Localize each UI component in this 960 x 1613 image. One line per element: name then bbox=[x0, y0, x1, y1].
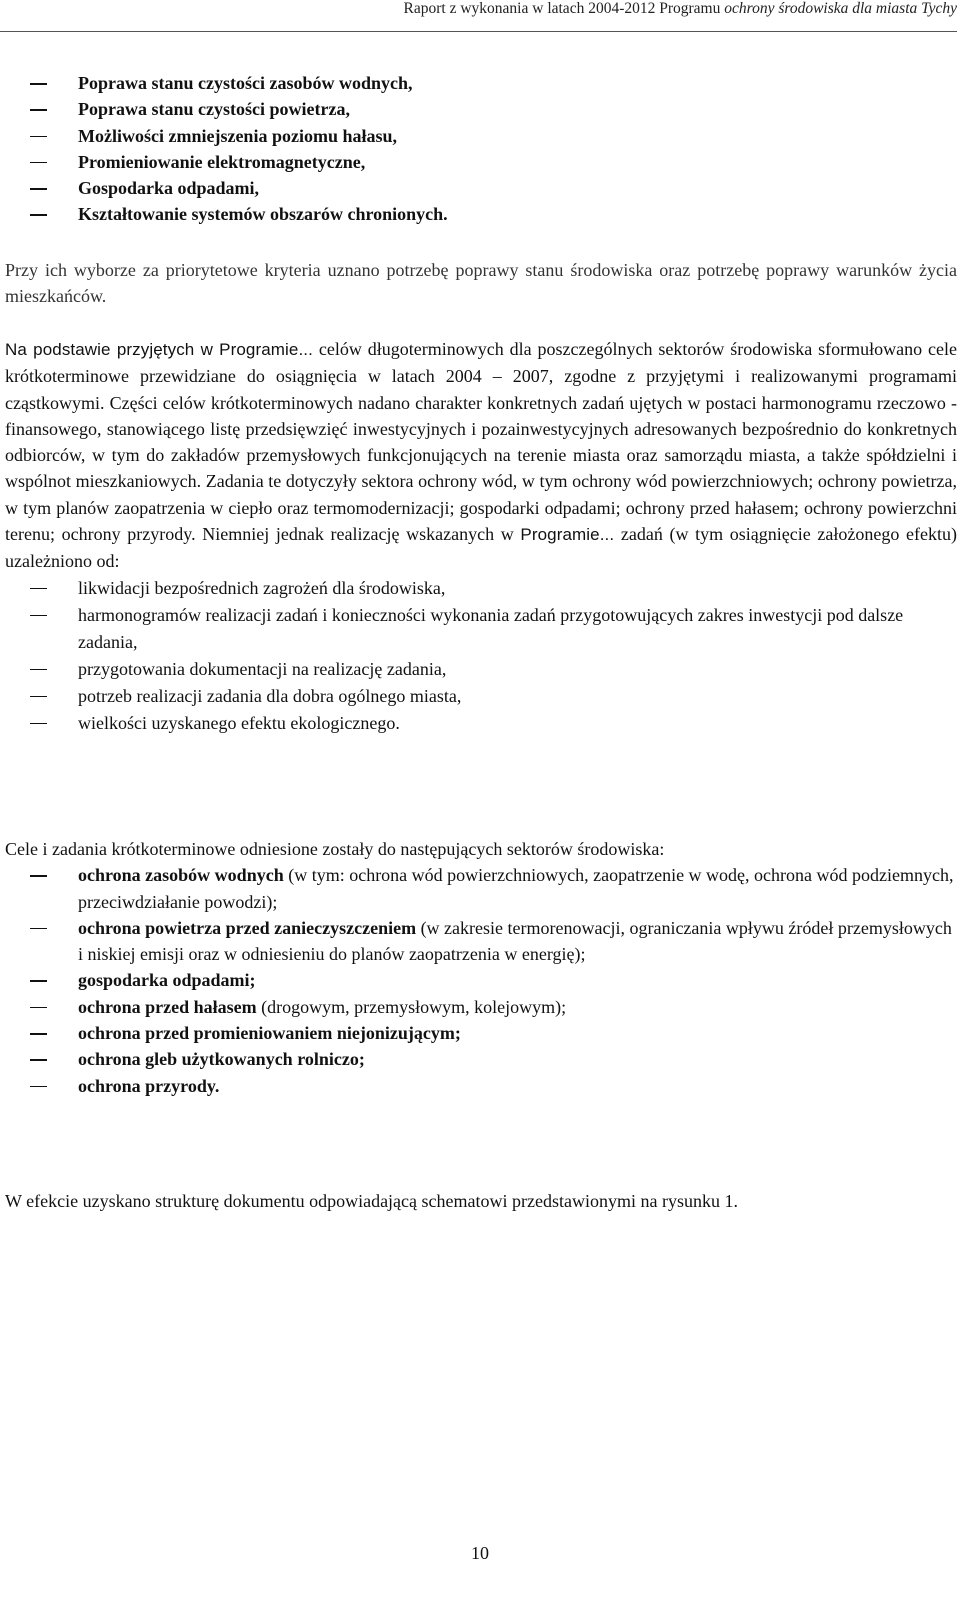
list-item: Gospodarka odpadami, bbox=[5, 175, 957, 201]
paragraph: Przy ich wyborze za priorytetowe kryteria uznano potrzebę poprawy stanu środowiska oraz potrzebę poprawy warunków życia mieszkańców. bbox=[5, 260, 957, 307]
header-title-italic: ochrony środowiska dla miasta Tychy bbox=[724, 0, 957, 17]
list-item: ochrona przyrody. bbox=[5, 1073, 957, 1099]
program-reference: Programie... bbox=[520, 525, 615, 545]
paragraph-text: celów długoterminowych dla poszczególnych sektorów środowiska sformułowano cele krótkoterminowe przewidziane do osiągnięcia w latach 2004 – 2007, zgodne z przyjętymi i realizowanymi programami cząstkowymi. Części celów krótkoterminowych nadano charakter konkretnych zadań ujętych w postaci harmonogramu rzeczowo - finansowego, stanowiącego listę przedsięwzięć inwestycyjnych i pozainwestycyjnych adresowanych bezpośrednio do konkretnych odbiorców, w tym do zakładów przemysłowych funkcjonujących na terenie miasta oraz samorządu miasta, a także spółdzielni i wspólnot mieszkaniowych. Zadania te dotyczyły sektora ochrony wód, w tym ochrony wód powierzchniowych; ochrony powietrza, w tym planów zaopatrzenia w ciepło oraz termomodernizacji; gospodarki odpadami; ochrony przed hałasem; ochrony powierzchni terenu; ochrony przyrody. Niemniej jednak realizację wskazanych w bbox=[5, 339, 957, 545]
list-item: Poprawa stanu czystości powietrza, bbox=[5, 96, 957, 122]
sectors-list bbox=[5, 862, 957, 1099]
list-item: harmonogramów realizacji zadań i konieczności wykonania zadań przygotowujących zakres inwestycji pod dalsze zadania, bbox=[5, 602, 957, 656]
list-item: potrzeb realizacji zadania dla dobra ogólnego miasta, bbox=[5, 683, 957, 710]
list-item: gospodarka odpadami; bbox=[5, 967, 957, 993]
list-item: wielkości uzyskanego efektu ekologicznego. bbox=[5, 710, 957, 737]
list-item: Promieniowanie elektromagnetyczne, bbox=[5, 149, 957, 175]
paragraph bbox=[5, 336, 957, 575]
sectors-block bbox=[5, 836, 957, 1099]
priority-list-block bbox=[5, 70, 957, 228]
paragraph: Cele i zadania krótkoterminowe odniesione zostały do następujących sektorów środowiska: bbox=[5, 839, 665, 859]
list-item: ochrona przed promieniowaniem niejonizującym; bbox=[5, 1020, 957, 1046]
priority-list bbox=[5, 70, 957, 228]
running-header bbox=[0, 0, 957, 32]
list-item: ochrona zasobów wodnych (w tym: ochrona wód powierzchniowych, zaopatrzenie w wodę, ochrona wód podziemnych, przeciwdziałanie powodzi); bbox=[5, 862, 957, 915]
list-item: przygotowania dokumentacji na realizację zadania, bbox=[5, 656, 957, 683]
program-reference: Na podstawie przyjętych w Programie... bbox=[5, 340, 313, 359]
paragraph-structure bbox=[5, 1188, 957, 1214]
paragraph: W efekcie uzyskano strukturę dokumentu odpowiadającą schematowi przedstawionymi na rysunku 1. bbox=[5, 1191, 738, 1211]
list-item: ochrona powietrza przed zanieczyszczeniem (w zakresie termorenowacji, ograniczania wpływu źródeł przemysłowych i niskiej emisji oraz w odniesieniu do planów zaopatrzenia w energię); bbox=[5, 915, 957, 968]
paragraph-criteria bbox=[5, 257, 957, 310]
list-item: Kształtowanie systemów obszarów chronionych. bbox=[5, 201, 957, 227]
list-item: Poprawa stanu czystości zasobów wodnych, bbox=[5, 70, 957, 96]
paragraph-text: zadań (w tym osiągnięcie założonego efektu) uzależniono od: bbox=[5, 524, 957, 572]
list-item: Możliwości zmniejszenia poziomu hałasu, bbox=[5, 123, 957, 149]
paragraph-goals bbox=[5, 336, 957, 737]
list-item: ochrona przed hałasem (drogowym, przemysłowym, kolejowym); bbox=[5, 994, 957, 1020]
list-item: ochrona gleb użytkowanych rolniczo; bbox=[5, 1046, 957, 1072]
dependency-list bbox=[5, 575, 957, 737]
page-number: 10 bbox=[471, 1543, 489, 1563]
list-item: likwidacji bezpośrednich zagrożeń dla środowiska, bbox=[5, 575, 957, 602]
header-title: Raport z wykonania w latach 2004-2012 Programu bbox=[403, 0, 721, 17]
